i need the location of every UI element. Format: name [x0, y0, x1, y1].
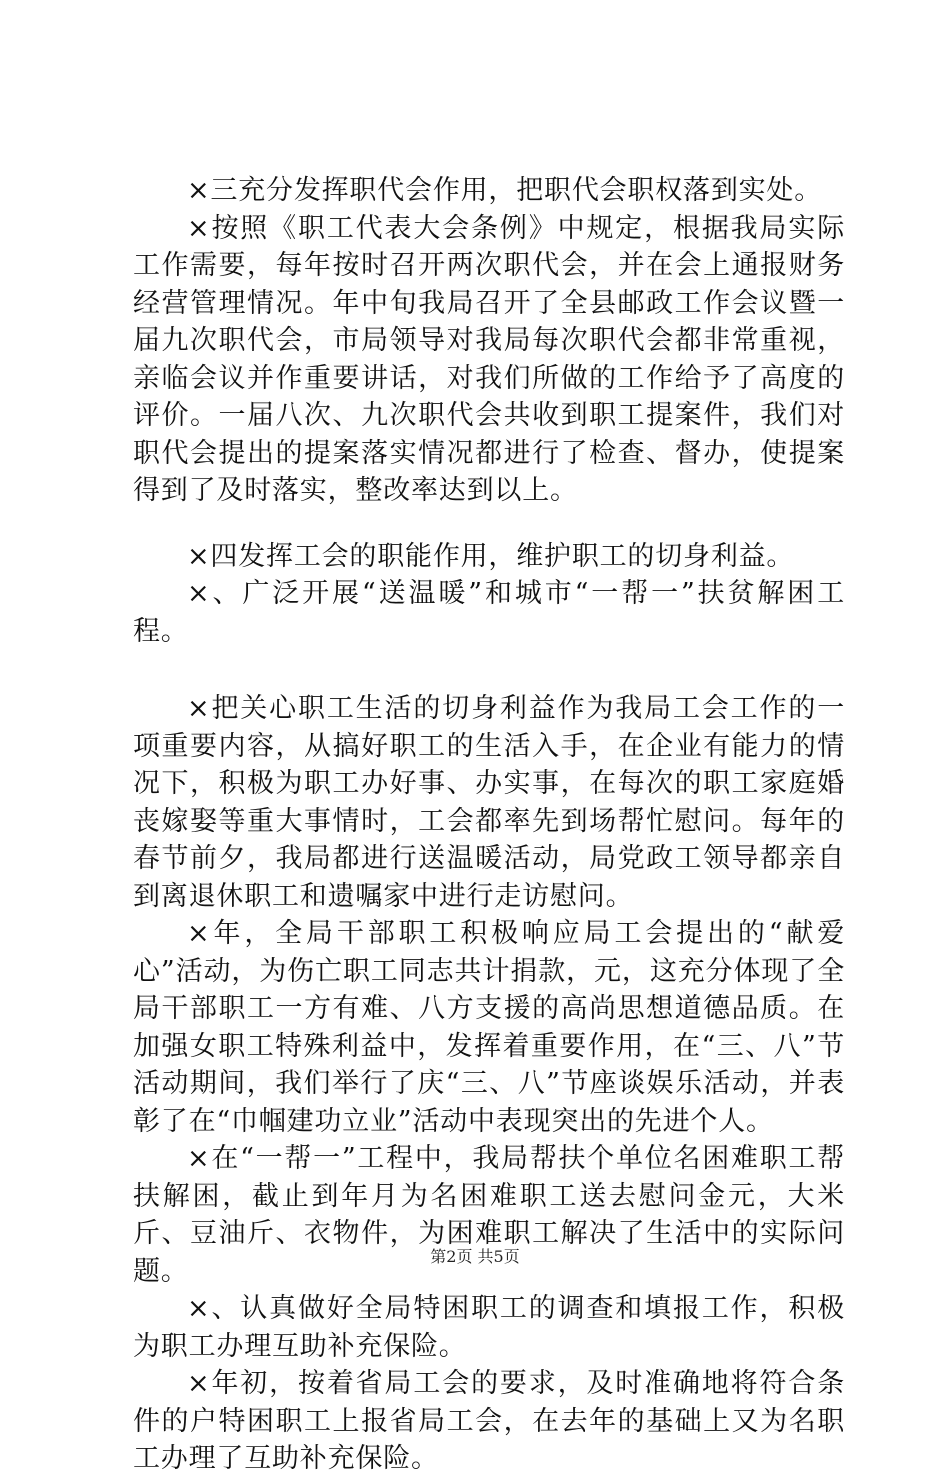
paragraph-donation: ×年，全局干部职工积极响应局工会提出的“献爱心”活动，为伤亡职工同志共计捐款，元，这充分体现了全局干部职工一方有难、八方支援的高尚思想道德品质。在加强女职工特殊利益中，发挥着重要作用，在“三、八”节活动期间，我们举行了庆“三、八”节座谈娱乐活动，并表彰了在“巾帼建功立业”活动中表现突出的先进个人。: [133, 918, 845, 1137]
document-body: [133, 172, 845, 1478]
paragraph-insurance-report: ×年初，按着省局工会的要求，及时准确地将符合条件的户特困职工上报省局工会，在去年的基础上又为名职工办理了互助补充保险。: [133, 1368, 845, 1474]
paragraph-gap: [133, 650, 845, 690]
section-heading-3: ×三充分发挥职代会作用，把职代会职权落到实处。: [187, 175, 823, 206]
paragraph-one-help-one: ×在“一帮一”工程中，我局帮扶个单位名困难职工帮扶解困，截止到年月为名困难职工送去慰问金元，大米斤、豆油斤、衣物件，为困难职工解决了生活中的实际问题。: [133, 1143, 845, 1287]
subheading-insurance: ×、认真做好全局特困职工的调查和填报工作，积极为职工办理互助补充保险。: [133, 1293, 845, 1362]
paragraph-care-workers: ×把关心职工生活的切身利益作为我局工会工作的一项重要内容，从搞好职工的生活入手，在企业有能力的情况下，积极为职工办好事、办实事，在每次的职工家庭婚丧嫁娶等重大事情时，工会都率先到场帮忙慰问。每年的春节前夕，我局都进行送温暖活动，局党政工领导都亲自到离退休职工和遗嘱家中进行走访慰问。: [133, 693, 845, 912]
page-number-footer: 第2页 共5页: [430, 1247, 520, 1266]
section-heading-4: ×四发挥工会的职能作用，维护职工的切身利益。: [187, 540, 795, 572]
subheading-send-warmth: ×、广泛开展“送温暖”和城市“一帮一”扶贫解困工程。: [133, 578, 845, 647]
paragraph-workers-congress: ×按照《职工代表大会条例》中规定，根据我局实际工作需要，每年按时召开两次职代会，并在会上通报财务经营管理情况。年中旬我局召开了全县邮政工作会议暨一届九次职代会，市局领导对我局每次职代会都非常重视，亲临会议并作重要讲话，对我们所做的工作给予了高度的评价。一届八次、九次职代会共收到职工提案件，我们对职代会提出的提案落实情况都进行了检查、督办，使提案得到了及时落实，整改率达到以上。: [133, 212, 845, 506]
paragraph-gap: [133, 510, 845, 538]
